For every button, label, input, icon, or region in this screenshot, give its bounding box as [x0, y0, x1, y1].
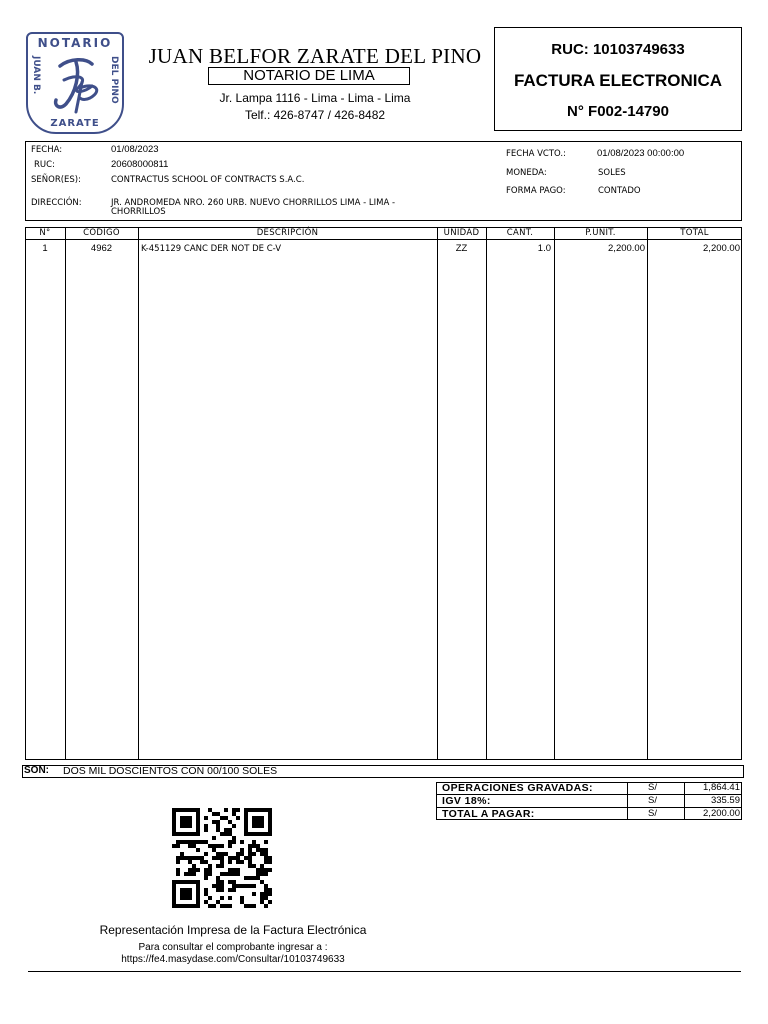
qr-code-icon — [172, 808, 272, 908]
footer-consult-url: https://fe4.masydase.com/Consultar/10103749633 — [121, 954, 345, 965]
items-table — [25, 227, 742, 760]
gravadas-label: OPERACIONES GRAVADAS: — [442, 782, 593, 794]
header-total: TOTAL — [680, 228, 709, 238]
column-divider — [65, 227, 66, 760]
senor-label: SEÑOR(ES): — [31, 175, 81, 185]
ruc-value: 20608000811 — [111, 159, 169, 170]
logo-bottom-text: ZARATE — [50, 118, 100, 129]
fecha-vcto-label: FECHA VCTO.: — [506, 149, 566, 159]
forma-pago-value: CONTADO — [598, 186, 641, 196]
totals-row-igv — [436, 795, 742, 807]
document-number: N° F002-14790 — [567, 103, 669, 120]
cell-n: 1 — [42, 243, 48, 254]
logo-left-text: JUAN B. — [31, 56, 41, 95]
son-value: DOS MIL DOSCIENTOS CON 00/100 SOLES — [63, 765, 278, 777]
moneda-label: MONEDA: — [506, 168, 547, 178]
header-codigo: CODIGO — [83, 228, 120, 238]
cell-unidad: ZZ — [455, 243, 468, 254]
total-label: TOTAL A PAGAR: — [442, 808, 535, 820]
gravadas-currency: S/ — [648, 782, 657, 793]
logo-right-text: DEL PINO — [109, 56, 119, 104]
cell-cant: 1.0 — [537, 243, 551, 254]
table-header-rule — [25, 239, 742, 240]
direccion-label: DIRECCIÓN: — [31, 198, 82, 208]
header-cant: CANT. — [506, 228, 534, 238]
fecha-vcto-value: 01/08/2023 00:00:00 — [597, 148, 685, 159]
totals-row-gravadas — [436, 782, 742, 794]
cell-total: 2,200.00 — [703, 243, 740, 254]
footer-rule — [28, 971, 741, 972]
notary-address: Jr. Lampa 1116 - Lima - Lima - Lima — [219, 91, 411, 105]
gravadas-value: 1,864.41 — [703, 782, 740, 793]
column-divider — [647, 227, 648, 760]
cell-descripcion: K-451129 CANC DER NOT DE C-V — [141, 244, 282, 254]
header-punit: P.UNIT. — [585, 228, 616, 238]
total-currency: S/ — [648, 808, 657, 819]
notary-title: NOTARIO DE LIMA — [208, 67, 410, 85]
igv-currency: S/ — [648, 795, 657, 806]
notary-seal-logo — [26, 32, 124, 134]
notary-name: JUAN BELFOR ZARATE DEL PINO — [148, 44, 482, 68]
header-unidad: UNIDAD — [443, 228, 480, 238]
column-divider — [437, 227, 438, 760]
total-value: 2,200.00 — [703, 808, 740, 819]
notary-phone: Telf.: 426-8747 / 426-8482 — [244, 108, 386, 122]
logo-top-text: NOTARIO — [37, 36, 113, 50]
column-divider — [486, 227, 487, 760]
cell-codigo: 4962 — [90, 243, 113, 254]
son-label: SON: — [24, 765, 49, 776]
fecha-value: 01/08/2023 — [111, 144, 159, 155]
column-divider — [138, 227, 139, 760]
moneda-value: SOLES — [598, 168, 626, 178]
document-type: FACTURA ELECTRONICA — [513, 71, 723, 90]
cell-punit: 2,200.00 — [608, 243, 645, 254]
footer-title: Representación Impresa de la Factura Electrónica — [99, 923, 367, 937]
monogram-icon — [46, 52, 106, 118]
igv-label: IGV 18%: — [442, 795, 491, 807]
header-n: N° — [39, 228, 51, 238]
totals-row-total — [436, 808, 742, 820]
direccion-value-line1: JR. ANDROMEDA NRO. 260 URB. NUEVO CHORRILLOS LIMA - LIMA - — [111, 198, 396, 208]
footer-consult-text: Para consultar el comprobante ingresar a : — [138, 942, 328, 953]
header-descripcion: DESCRIPCIÓN — [256, 228, 319, 238]
fecha-label: FECHA: — [31, 145, 63, 155]
forma-pago-label: FORMA PAGO: — [506, 186, 566, 196]
direccion-value-line2: CHORRILLOS — [111, 207, 166, 217]
igv-value: 335.59 — [710, 795, 740, 806]
senor-value: CONTRACTUS SCHOOL OF CONTRACTS S.A.C. — [111, 175, 305, 185]
issuer-ruc: RUC: 10103749633 — [551, 41, 685, 58]
column-divider — [554, 227, 555, 760]
ruc-label: RUC: — [34, 160, 55, 170]
